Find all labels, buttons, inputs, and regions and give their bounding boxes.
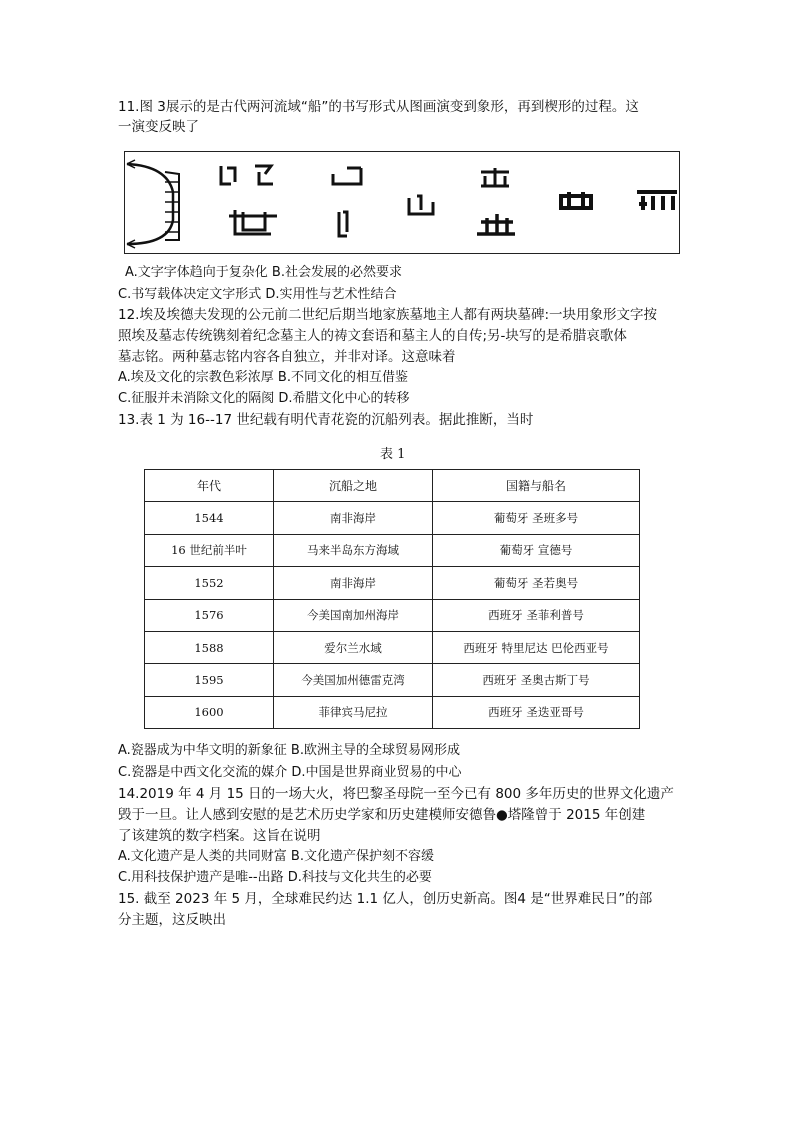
- table-cell-location: 南非海岸: [274, 502, 433, 534]
- table-row: [145, 567, 640, 599]
- table-1-caption: 表 1: [380, 447, 406, 462]
- q12-stem-line-3: 墓志铭。两种墓志铭内容各自独立，并非对译。这意味着: [118, 349, 456, 365]
- table-cell-location: 今美国加州德雷克湾: [274, 664, 433, 696]
- table-row: [145, 664, 640, 696]
- table-cell-year: 1595: [145, 664, 274, 696]
- table-cell-ship: 西班牙 圣菲利普号: [433, 599, 640, 631]
- q14-stem-line-3: 了该建筑的数字档案。这旨在说明: [118, 828, 321, 844]
- q12-options-a-b: A.埃及文化的宗教色彩浓厚 B.不同文化的相互借鉴: [118, 370, 408, 385]
- table-cell-ship: 葡萄牙 圣班多号: [433, 502, 640, 534]
- q14-options-c-d: C.用科技保护遗产是唯--出路 D.科技与文化共生的必要: [118, 870, 432, 885]
- table-row: [145, 502, 640, 534]
- table-cell-year: 1588: [145, 631, 274, 663]
- q13-options-c-d: C.瓷器是中西文化交流的媒介 D.中国是世界商业贸易的中心: [118, 765, 462, 780]
- q12-stem-line-1: 12.埃及埃德夫发现的公元前二世纪后期当地家族墓地主人都有两块墓碑:一块用象形文字按: [118, 307, 658, 323]
- figure-3-boat-sign-evolution: [124, 151, 680, 254]
- table-cell-location: 马来半岛东方海域: [274, 534, 433, 566]
- q13-options-a-b: A.瓷器成为中华文明的新象征 B.欧洲主导的全球贸易网形成: [118, 743, 460, 758]
- q14-stem-line-1: 14.2019 年 4 月 15 日的一场大火，将巴黎圣母院一至今已有 800 多年历史的世界文化遗产: [118, 786, 674, 802]
- q15-stem-line-1: 15. 截至 2023 年 5 月，全球难民约达 1.1 亿人，创历史新高。图4 是“世界难民日”的部: [118, 891, 653, 907]
- table-row: [145, 696, 640, 728]
- table-1-shipwrecks: [144, 469, 640, 729]
- table-row: [145, 534, 640, 566]
- q11-stem-line-2: 一演变反映了: [118, 119, 199, 135]
- table-header-cell: 国籍与船名: [433, 470, 640, 502]
- boat-pictograph-image: [125, 152, 681, 255]
- table-cell-ship: 西班牙 特里尼达 巴伦西亚号: [433, 631, 640, 663]
- table-cell-ship: 葡萄牙 圣若奥号: [433, 567, 640, 599]
- q14-stem-line-2: 毁于一旦。让人感到安慰的是艺术历史学家和历史建模师安德鲁●塔隆曾于 2015 年创建: [118, 807, 646, 823]
- q15-stem-line-2: 分主题，这反映出: [118, 912, 226, 928]
- table-cell-location: 南非海岸: [274, 567, 433, 599]
- table-cell-location: 今美国南加州海岸: [274, 599, 433, 631]
- table-cell-year: 16 世纪前半叶: [145, 534, 274, 566]
- table-cell-year: 1600: [145, 696, 274, 728]
- q13-stem-line-1: 13.表 1 为 16--17 世纪载有明代青花瓷的沉船列表。据此推断，当时: [118, 412, 534, 428]
- table-header-cell: 沉船之地: [274, 470, 433, 502]
- q14-options-a-b: A.文化遗产是人类的共同财富 B.文化遗产保护刻不容缓: [118, 849, 434, 864]
- table-cell-location: 菲律宾马尼拉: [274, 696, 433, 728]
- table-cell-year: 1544: [145, 502, 274, 534]
- table-header-cell: 年代: [145, 470, 274, 502]
- q11-stem-line-1: 11.图 3展示的是古代两河流域“船”的书写形式从图画演变到象形，再到楔形的过程。这: [118, 99, 639, 115]
- table-row: [145, 599, 640, 631]
- table-cell-location: 爱尔兰水域: [274, 631, 433, 663]
- table-cell-ship: 西班牙 圣奥古斯丁号: [433, 664, 640, 696]
- q12-options-c-d: C.征服并未消除文化的隔阂 D.希腊文化中心的转移: [118, 391, 410, 406]
- q11-options-a-b: A.文字字体趋向于复杂化 B.社会发展的必然要求: [125, 265, 402, 280]
- table-row: [145, 631, 640, 663]
- table-header-row: [145, 470, 640, 502]
- q11-options-c-d: C.书写载体决定文字形式 D.实用性与艺术性结合: [118, 287, 397, 302]
- table-cell-year: 1552: [145, 567, 274, 599]
- table-cell-ship: 西班牙 圣迭亚哥号: [433, 696, 640, 728]
- q12-stem-line-2: 照埃及墓志传统镌刻着纪念墓主人的祷文套语和墓主人的自传;另-块写的是希腊哀歌体: [118, 328, 627, 344]
- table-cell-year: 1576: [145, 599, 274, 631]
- table-cell-ship: 葡萄牙 宣德号: [433, 534, 640, 566]
